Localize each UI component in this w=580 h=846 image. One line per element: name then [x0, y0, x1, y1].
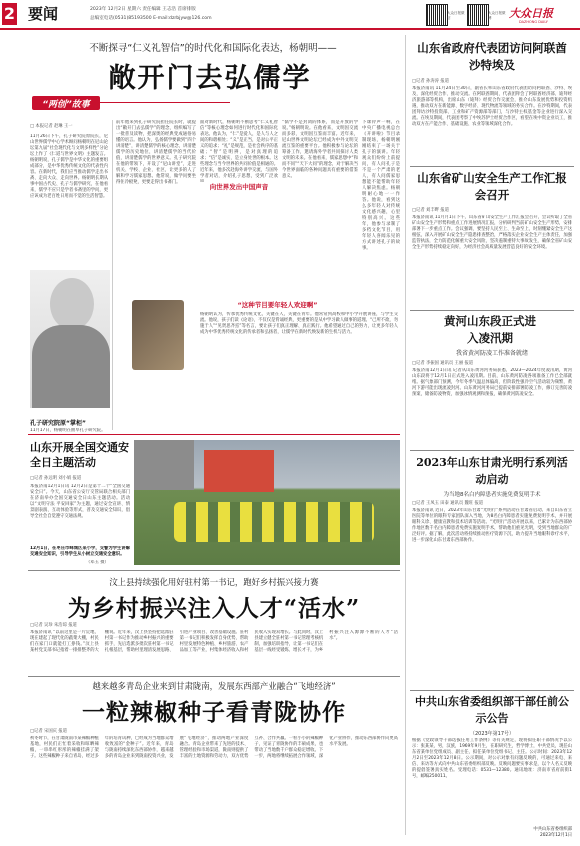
pepper-top-rule: [28, 676, 400, 677]
lead-headline: 敞开门去弘儒学: [108, 63, 312, 94]
village-text: 本报济南讯 “以前这里是一片荒地，现在建起了现代化的蔬菜大棚，村民们在家门口就能打工挣钱。”汶上县某村党支部书记指着一排排整齐的大棚说。近年来，汶上县坚持把选派驻村第一书记作为推动乡村振兴的重要抓手，先后选派多批次驻村第一书记扎根基层，帮助村里理清发展思路、引进产业项目、改善基础设施。驻村第一书记们积极发挥自身优势，帮助村里发展特色种植、乡村旅游、农产品加工等产业，村集体经济收入和村民收入实现双增长。与此同时，汶上县建立健全驻村第一书记管理考核机制，加强培训指导，让第一书记们在基层一线经受锻炼、增长才干，为乡村振兴注入源源不断的人才“活水”。: [30, 630, 398, 653]
newspaper-logo-sub: DAZHONG DAILY: [519, 20, 548, 24]
river-subhead: 我省黄河防凌工作准备就绪: [455, 350, 528, 357]
gov1-headline: 山东省政府代表团访问阿联酋沙特埃及: [417, 41, 567, 72]
cultural-subhead: 为当地8名白内障患者实施免费复明手术: [443, 492, 541, 498]
village-headline: 为乡村振兴注入人才“活水”: [67, 595, 361, 622]
cultural-headline: 2023年山东甘肃光明行系列活动启动: [416, 456, 568, 486]
pepper-text: 初冬时节，在甘肃陇南市某辣椒种植基地，村民们正忙着采收和晾晒辣椒，一串串红彤彤的辣椒挂满了架子。这些辣椒种子来自青岛，经过多年的培育试种，已经成为当地群众增收致富的“金种子”。近年来，青岛与陇南持续深化东西部协作，越来越多的青岛企业来到陇南投资兴业，发展“飞地经济”，推动两地产业深度融合。青岛企业带来了先进的技术、管理经验和市场渠道，陇南则提供了丰富的土地资源和劳动力，双方优势互补、合作共赢。一粒小小的辣椒种子，见证了青陇协作的丰硕成果，也带动了当地数千户群众稳定增收。下一步，两地将继续拓展合作领域，深化产业协作，推动东西部协作向更高水平发展。: [30, 736, 398, 759]
appoint-rule: [410, 690, 574, 691]
lead-subhead: 向世界发出中国声音: [200, 182, 278, 191]
lead-column-1: 11月26日下午，孔子研究院原院长，尼山世界儒学中心学术顾问杨朝明在尼山论坛第九届“社会现代化与文明多样性”分论坛上作了《仁道与世界文明》主题发言。杨朝明说，孔子儒学是中华文化的重要组成部分，是中华优秀传统文化的代表性内容。在新时代，我们应当推动儒学走出书斋、走向大众、走向世界。杨朝明长期从事中国古代史、孔子与儒学研究，在他看来，儒学不应只是学者书斋里的学问，更应该成为老百姓日用而不觉的生活智慧。: [30, 134, 108, 199]
gov1-text: 本报济南讯 11月24日至30日，副省长率山东省政府代表团访问阿联酋、沙特、埃及，深化经贸合作、推动交流。在阿联酋期间，代表团拜会了阿联酋经济部、迪拜经济旅游部等机构，出席山东（迪拜）经贸合作交流会，推介山东发展优势和投资机遇，推动双方在新能源、数字经济、现代物流等领域的务实合作。在沙特期间，代表团拜访沙特投资部、工业和矿产资源部等部门，与沙特主权基金等企业进行深入交流。在埃及期间，代表团考察了中埃苏伊士经贸合作区，看望在埃中资企业员工，推动双方在产能合作、基础设施、农业等领域深化合作。: [412, 86, 572, 127]
lead-column-3: 面对新时代，杨朝明不断思考“仁义礼智信”等核心理念如何进行时代化和国际化表达。他认为，“仁”是爱人，是人与人之间的和谐相处；“义”是正当，是对公平正义的追求；“礼”是规范，是社会秩序的基础；“智”是明辨，是对真理的追求；“信”是诚实，是立身处世的根本。这些理念与当今世界的共同价值是相通的。近年来，他多次赴海外讲学交流，与国外学者对话，介绍孔子思想，受到广泛欢: [200, 120, 278, 179]
lead-kicker: 不断探寻“仁义礼智信”的时代化和国际化表达，杨朝明——: [89, 43, 337, 54]
lead-divider-1: [112, 120, 113, 430]
photo-people-row: [174, 502, 374, 542]
gov2-headline: 山东省矿山安全生产工作汇报会召开: [417, 171, 567, 202]
river-text: 本报济南12月1日讯 记者从山东黄河河务局获悉，2023—2024年度凌汛期，黄河山东段将于12月1日正式进入凌汛期。目前，山东黄河防凌各项准备工作已全部就绪。据气象部门预测，今年冬季气温总体偏高，但阶段性强冷空气活动较为频繁，黄河下游可能出现流凌封河。山东黄河河务局已提前安排部署防凌工作，修订完善防凌预案，储备防凌物资，加强冰情观测和预报，确保黄河防凌安全。: [412, 368, 572, 397]
qr-caption-2: 大众日报微博: [488, 11, 506, 20]
river-rule: [410, 310, 574, 311]
phone-line: 总编室电话(0531)85193500 E-mail:dzrbjyw@126.com: [90, 16, 212, 21]
gov1-byline: □记者 孙涛涛 报道: [412, 79, 449, 84]
lead-column-6: 杨朝明认为，传承优秀传统文化，关键在人，关键在青年。他常常到高校和中小学开展讲座，与学生交流。他说，孩子们读《论语》，不仅仅是背诵经典，更重要的是从中学习做人做事的道理。“己所不欲，勿施于人”“见贤思齐焉”等名言，要让孩子们真正理解、真正践行。他希望通过自己的努力，让更多年轻人成为中华优秀传统文化的传承者和弘扬者，让儒学在新时代焕发新的生机与活力。: [200, 312, 398, 335]
portrait-body: [32, 325, 110, 408]
village-byline: □记者 吴珍 朱浩琼 报道: [30, 623, 77, 628]
sidebar-divider: [405, 35, 406, 835]
gov2-byline: □记者 刘丰畔 报道: [412, 208, 449, 213]
lead-column-2: 前年他来到孔子研究院担任院长时，就提出“敞开门去弘儒学”的理念，组织编写了一批普及读物，把深奥的经典变成通俗易懂的语言。他认为，弘扬儒学要做到“四个讲清楚”，讲清楚儒学的核心理念，讲清楚儒学的历史地位，讲清楚儒学的当代价值，讲清楚儒学的世界意义。孔子研究院在他的带领下，开设了“尼山讲堂”，走进机关、学校、企业、社区，让更多的人了解和学习儒家思想。他常说，做学问要坐得住冷板凳，更要走得出书斋门。: [116, 120, 196, 185]
appoint-headline: 中共山东省委组织部干部任前公示公告: [415, 695, 569, 725]
lead-column-4: “儒学不是封闭的体系，而是开放的学说。”杨朝明说。在他看来，文明因交流而多彩，文明因互鉴而丰富。近年来，尼山世界文明论坛已经成为中外文明交流互鉴的重要平台。他积极参与论坛的筹备工作，邀请海外学者共同探讨人类文明的未来。在他看来，儒家思想中“和而不同”“天下大同”的理念，对于解决当今世界面临的各种问题具有重要的借鉴意义。: [282, 120, 358, 179]
lead-tag-text: “两创”故事: [42, 100, 90, 110]
traffic-headline: 山东开展全国交通安全日主题活动: [30, 441, 129, 469]
lead-tag-bar: [100, 102, 230, 103]
masthead-rule: [0, 28, 580, 30]
lead-byline: □ 本报记者 赵琳 王一: [30, 124, 73, 129]
masthead: [0, 0, 580, 30]
appoint-signature: 中共山东省委组织部: [533, 827, 572, 832]
qr-code-2: [467, 4, 489, 26]
page-number-text: 2: [3, 4, 16, 23]
appoint-date: 2023年12月1日: [539, 833, 572, 838]
lead-photo-caption: 孔子研究院原“掌柜”: [30, 420, 86, 427]
qr-code-1: [426, 4, 448, 26]
photo-billboard: [204, 450, 274, 492]
lead-photo-2: [132, 300, 184, 370]
traffic-photo-caption: 12月1日，在枣庄市峄城区某小学，交警为学生讲解交通安全知识，引导学生从小树立交通安全意识。: [30, 546, 130, 557]
lead-quote: “这种节目要年轻人欢迎啊”: [200, 300, 355, 309]
cultural-text: 本报济南讯 近日，2023年山东甘肃“光明行”系列活动在甘肃省启动。来自山东省立医院等单位的眼科专家团队深入当地，为8名白内障患者实施免费复明手术，并开展眼科义诊、健康宣教和技术培训等活动。“光明行”活动开展以来，已累计为东西部协作地区数千名白内障患者免费实施复明手术，帮助他们重见光明，受到当地群众的广泛好评。据了解，此次活动将持续推动医疗资源下沉，助力提升当地眼科诊疗水平，进一步深化山东甘肃东西部协作。: [412, 508, 572, 543]
newspaper-logo: 大众日报: [509, 7, 553, 20]
cultural-rule: [410, 450, 574, 451]
appoint-subhead: （2023年第17号）: [469, 731, 515, 737]
river-headline: 黄河山东段正式进入凌汛期: [444, 314, 536, 345]
traffic-photo: [134, 440, 400, 565]
gov2-rule: [410, 166, 574, 167]
lead-portrait: [30, 270, 110, 408]
section-title: 要闻: [28, 5, 59, 23]
lead-column-5: 下课铃声一响，在中央广播电视总台《开讲啦》节目录制现场，杨朝明刚刚结束了一场关于孔子的演讲。年轻观众们纷纷上前提问，有人问孔子是不是一个严肃的老人，有人问儒家思想能不能帮助年轻人解决焦虑。杨朝明耐心地一一作答。他说，看到这么多年轻人对传统文化感兴趣，心里特别高兴。这些年，他参与录制了多档文化节目，用年轻人喜闻乐见的方式讲述孔子的故事。: [362, 120, 400, 251]
photo-building: [134, 440, 194, 490]
village-kicker: 汶上县持续强化用好驻村第一书记，跑好乡村振兴接力赛: [109, 577, 319, 587]
gov2-text: 本报济南讯 11月月1日下午，山东省矿山安全生产工作汇报会召开，会议听取了全省矿山安全生产形势和重点工作进展情况汇报，分析研判当前矿山安全生产形势，安排部署下一步重点工作。会议强调，要坚持人民至上、生命至上，时刻绷紧安全生产这根弦，深入开展矿山安全生产隐患排查整治，严格落实企业安全生产主体责任，加强监管执法，全力防范化解重大安全风险，坚决遏制重特大事故发生，确保全省矿山安全生产形势持续稳定向好，为经济社会高质量发展营造良好的安全环境。: [412, 215, 572, 250]
cultural-byline: □记者 王凤玉 田泰 通讯员 魏旺 报道: [412, 501, 484, 506]
traffic-text: 本报济南12月1日讯 12月2日是第十二个“全国交通安全日”。今天，山东省公安厅交管局联合相关部门在济南举办全国交通安全日山东主题活动。活动以“文明守法 平安回家”为主题，通过安全宣讲、情景剧表演、互动体验等形式，普及交通安全知识，倡导全社会自觉遵守交通法规。: [30, 484, 130, 519]
portrait-head: [50, 278, 94, 330]
pepper-byline: □记者 宋国庆 报道: [30, 729, 67, 734]
village-top-rule: [28, 570, 400, 571]
appoint-text: 根据《党政领导干部选拔任用工作条例》等有关规定，现将拟任职干部情况予以公示：张某某，男，汉族，1969年9月生，在职研究生，哲学博士，中共党员，现任山东省某单位党组成员、副主任，拟任某单位党组书记、主任。公示时间：2023年12月2日至2023年12月8日。公示期间，对公示对象有问题反映的，可通过来电、来信、来访等方式向中共山东省委组织部反映。反映问题要实事求是，以个人名义反映的提倡签署真实姓名。受理电话：0531—12380。通讯地址：济南市省府前街1号，邮编250011。: [412, 738, 572, 779]
lead-caption-2: 11月17日，杨朝明在曲阜孔子研究院。: [30, 428, 106, 433]
traffic-byline: □记者 孙远明 刘小娟 报道: [30, 476, 82, 481]
pepper-headline: 一粒辣椒种子看青陇协作: [82, 699, 346, 726]
river-byline: □记者 李振国 通讯员 王丽 报道: [412, 361, 474, 366]
date-line: 2023年 12月2日 星期六 责任编辑 王志浩 首席排版: [90, 7, 196, 12]
traffic-border: [28, 434, 400, 435]
pepper-kicker: 越来越多青岛企业来到甘肃陇南，发展东西部产业融合“飞地经济”: [92, 681, 336, 691]
qr-caption-1: 大众日报微信: [447, 11, 465, 20]
traffic-photo-credit: （邓玉 摄）: [86, 560, 109, 565]
